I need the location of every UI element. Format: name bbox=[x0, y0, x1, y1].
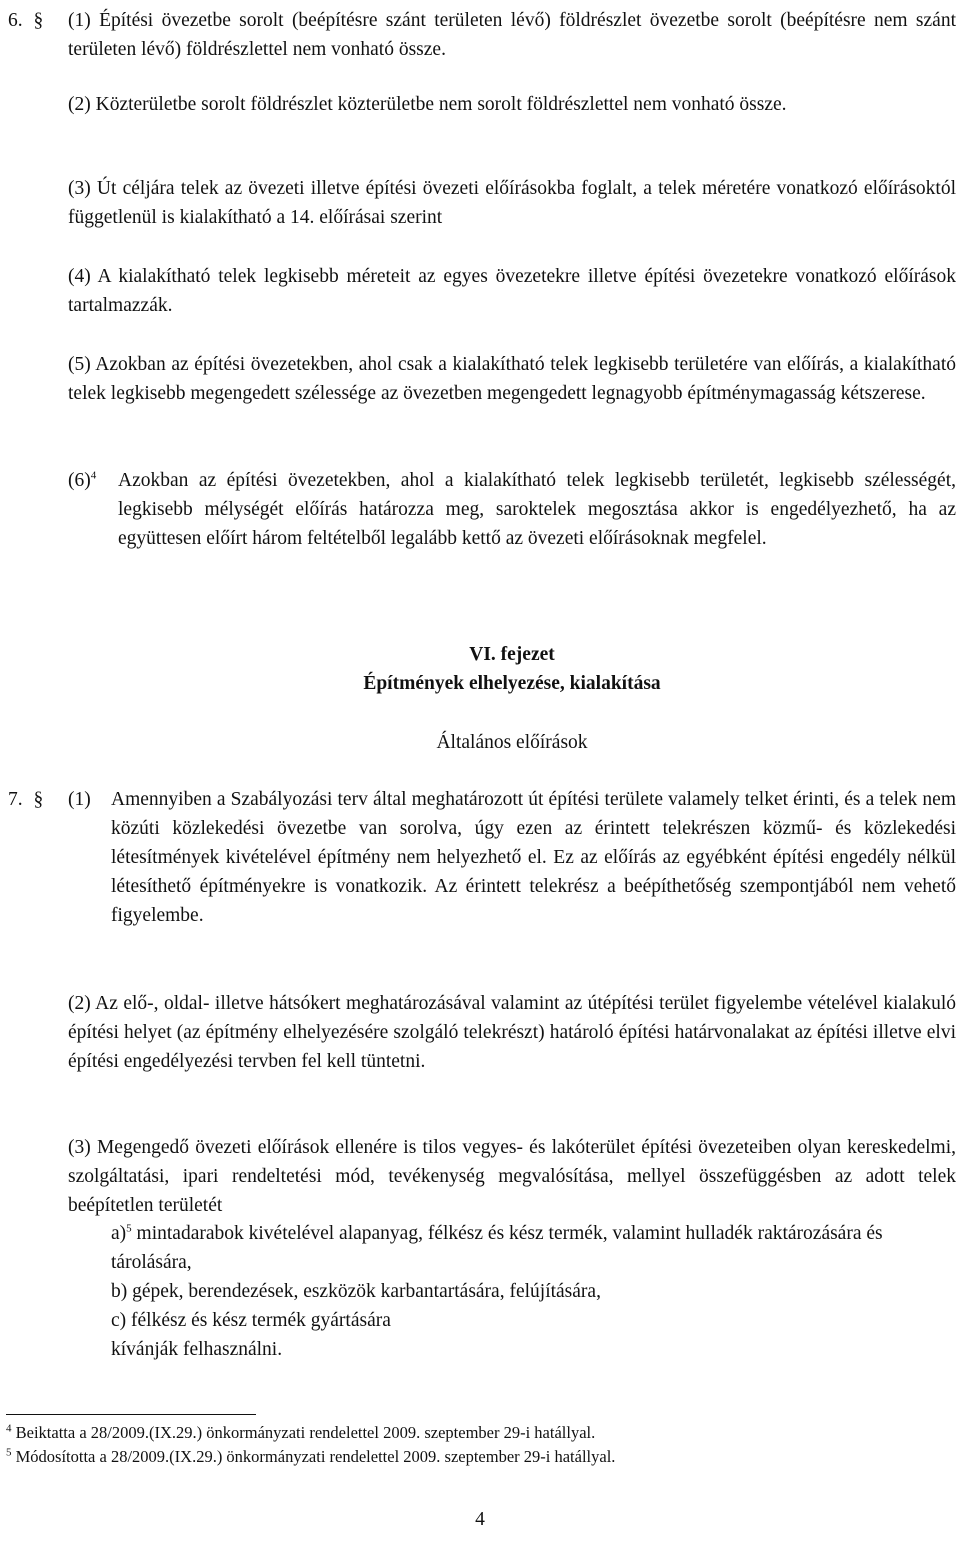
s7-p2-text: (2) Az elő-, oldal- illetve hátsókert meghatározásával valamint az útépítési terület figyelembe vételével kialakuló építési helyet (az építmény elhelyezésére szolgáló telekrészt) határoló építési határvonalakat az építési illetve elvi építési engedélyezési tervben fel kell tüntetni. bbox=[68, 993, 956, 1072]
section-symbol: § bbox=[33, 789, 44, 810]
s6-paragraph-6 bbox=[68, 466, 956, 553]
s7-paragraph-3 bbox=[68, 1133, 956, 1220]
item-a-label: a) bbox=[111, 1223, 127, 1244]
p6-text: Azokban az építési övezetekben, ahol a kialakítható telek legkisebb területét, legkisebb szélességét, legkisebb mélységét előírás határozza meg, saroktelek megosztása akkor is engedélyezhető, ha az együttesen előírt három feltételből legalább kettő az övezeti előírásoknak megfelel. bbox=[118, 470, 956, 549]
s7-p1-text: Amennyiben a Szabályozási terv által meghatározott út építési területe valamely telket érinti, és a telek nem közúti közlekedési övezetbe van sorolva, úgy ezen az érintett telekrészen közmű- és közlekedési létesítmények kivételével építmény nem helyezhető el. Ez az előírás az egyébként építési engedély nélkül létesíthető építményekre is vonatkozik. Az érintett telekrész a beépíthetőség szempontjából nem vehető figyelembe. bbox=[111, 789, 956, 926]
footnote-4 bbox=[6, 1422, 595, 1444]
footnote-number: 5 bbox=[6, 1446, 12, 1459]
s7-p3-intro: (3) Megengedő övezeti előírások ellenére is tilos vegyes- és lakóterület építési övezeteiben olyan kereskedelmi, szolgáltatási, ipari rendeltetési mód, tevékenység megvalósítása, mellyel összefüggésben az adott telek beépítetlen területét bbox=[68, 1137, 956, 1216]
s6-paragraph-5: (5) Azokban az építési övezetekben, ahol csak a kialakítható telek legkisebb területére van előírás, a kialakítható telek legkisebb megengedett szélessége az övezetben megengedett legnagyobb építménymagasság kétszerese. bbox=[68, 354, 956, 404]
item-a-text: mintadarabok kivételével alapanyag, félkész és kész termék, valamint hulladék raktározására és tárolására, bbox=[111, 1223, 883, 1273]
s7-p3-item-a bbox=[111, 1219, 956, 1277]
footnote-ref-5[interactable]: 5 bbox=[126, 1222, 132, 1235]
s6-paragraph-3: (3) Út céljára telek az övezeti illetve építési övezeti előírásokba foglalt, a telek méretére vonatkozó előírásoktól függetlenül is kialakítható a 14. előírásai szerint bbox=[68, 178, 956, 228]
chapter-title: Építmények elhelyezése, kialakítása bbox=[363, 673, 661, 694]
footnote-5 bbox=[6, 1446, 615, 1468]
s7-p3-item-c: c) félkész és kész termék gyártására bbox=[111, 1310, 391, 1331]
s6-paragraph-4: (4) A kialakítható telek legkisebb méreteit az egyes övezetekre illetve építési övezetekre vonatkozó előírások tartalmazzák. bbox=[68, 266, 956, 316]
section-7-number bbox=[8, 785, 43, 814]
s6-paragraph-1: (1) Építési övezetbe sorolt (beépítésre szánt területen lévő) földrészlet övezetbe sorolt (beépítésre nem szánt területen lévő) földrészlettel nem vonható össze. bbox=[68, 10, 956, 60]
s7-paragraph-1: (1) Amennyiben a Szabályozási terv által meghatározott út építési területe valamely telket érinti, és a telek nem közúti közlekedési övezetbe van sorolva, úgy ezen az érintett telekrészen közmű- és közlekedési létesítmények kivételével építmény nem helyezhető el. Ez az előírás az egyébként építési engedély nélkül létesíthető építményekre is vonatkozik. Az érintett telekrész a beépíthetőség szempontjából nem vehető figyelembe. bbox=[68, 785, 956, 930]
s7-paragraph-2 bbox=[68, 989, 956, 1076]
p6-label: (6) bbox=[68, 470, 91, 491]
s7-p3-item-b: b) gépek, berendezések, eszközök karbantartására, felújítására, bbox=[111, 1281, 601, 1302]
section-number: 6. bbox=[8, 10, 23, 31]
section-number: 7. bbox=[8, 789, 23, 810]
footnote-ref-4[interactable]: 4 bbox=[90, 469, 97, 482]
section-6-number bbox=[8, 6, 43, 35]
footnote-text: Beiktatta a 28/2009.(IX.29.) önkormányzati rendelettel 2009. szeptember 29-i hatállyal. bbox=[15, 1423, 596, 1442]
section-symbol: § bbox=[33, 10, 44, 31]
s6-paragraph-2: (2) Közterületbe sorolt földrészlet közterületbe nem sorolt földrészlettel nem vonható össze. bbox=[68, 94, 787, 115]
page-number: 4 bbox=[475, 1509, 485, 1530]
footnote-number: 4 bbox=[6, 1422, 12, 1435]
chapter-subtitle: Általános előírások bbox=[436, 732, 588, 753]
s7-p3-end: kívánják felhasználni. bbox=[111, 1339, 283, 1360]
chapter-number: VI. fejezet bbox=[469, 644, 555, 665]
footnote-separator bbox=[6, 1414, 256, 1415]
footnote-text: Módosította a 28/2009.(IX.29.) önkormányzati rendelettel 2009. szeptember 29-i hatállyal. bbox=[15, 1447, 616, 1466]
